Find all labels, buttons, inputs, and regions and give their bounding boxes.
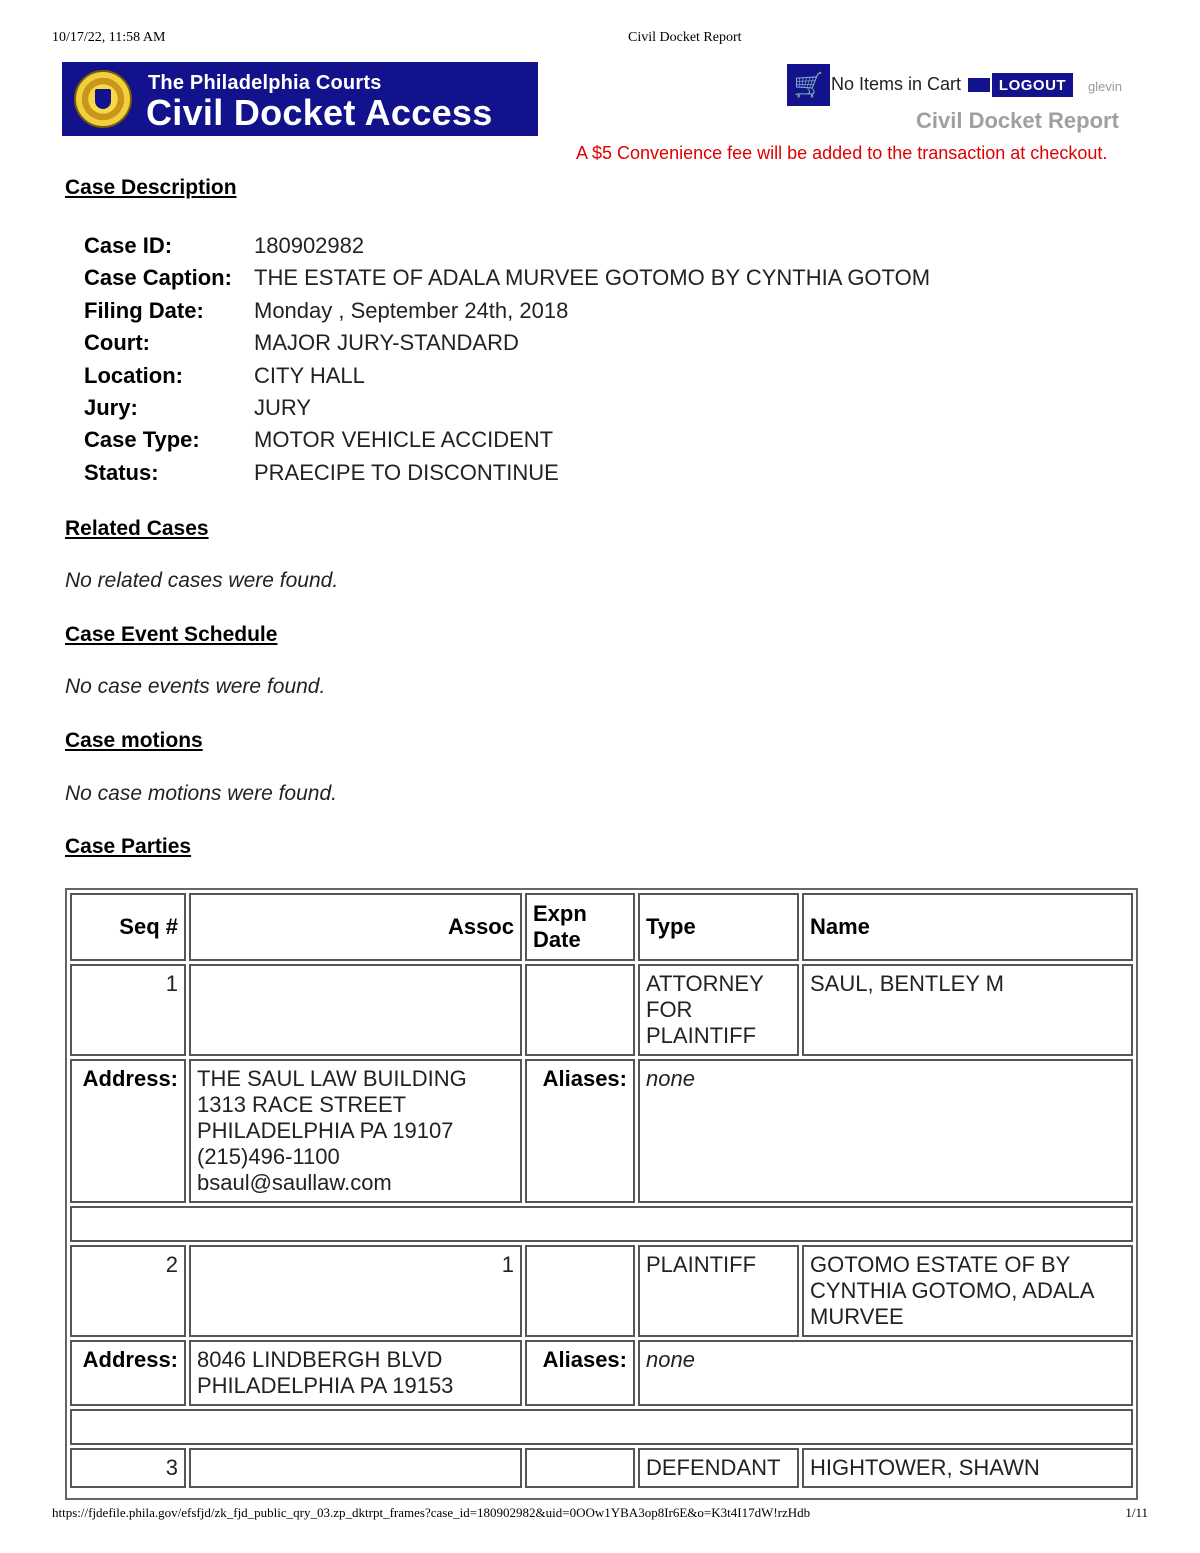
table-header-row xyxy=(70,893,1133,961)
address-line: PHILADELPHIA PA 19107 xyxy=(197,1118,454,1143)
party-row xyxy=(70,1245,1133,1337)
party-name: HIGHTOWER, SHAWN xyxy=(802,1448,1133,1488)
column-header-type: Type xyxy=(638,893,799,961)
party-seq: 1 xyxy=(70,964,186,1056)
party-aliases: none xyxy=(638,1340,1133,1406)
column-header-assoc: Assoc xyxy=(189,893,522,961)
case-parties-table xyxy=(65,888,1138,1500)
report-title: Civil Docket Report xyxy=(916,108,1119,133)
party-address xyxy=(189,1059,522,1203)
separator-cell xyxy=(70,1409,1133,1445)
cart-icon: 🛒 xyxy=(793,71,824,99)
party-separator-row xyxy=(70,1206,1133,1242)
case-field-label: Location: xyxy=(84,362,183,388)
party-seq: 3 xyxy=(70,1448,186,1488)
parties-body xyxy=(70,964,1133,1488)
party-expn-date xyxy=(525,964,635,1056)
case-field-label: Court: xyxy=(84,330,150,356)
address-label: Address: xyxy=(70,1340,186,1406)
aliases-label: Aliases: xyxy=(525,1340,635,1406)
case-field-value: MAJOR JURY-STANDARD xyxy=(254,330,519,356)
party-row xyxy=(70,964,1133,1056)
case-description-heading: Case Description xyxy=(65,176,237,199)
party-separator-row xyxy=(70,1409,1133,1445)
event-schedule-message: No case events were found. xyxy=(65,675,326,698)
address-line: 8046 LINDBERGH BLVD xyxy=(197,1347,443,1372)
case-field-label: Jury: xyxy=(84,395,138,420)
banner-title: Civil Docket Access xyxy=(146,92,493,133)
party-assoc xyxy=(189,1448,522,1488)
address-line: PHILADELPHIA PA 19153 xyxy=(197,1373,454,1398)
party-expn-date xyxy=(525,1245,635,1337)
party-expn-date xyxy=(525,1448,635,1488)
logout-button[interactable]: LOGOUT xyxy=(992,73,1073,97)
cart-status: No Items in Cart xyxy=(831,74,962,94)
fee-notice: A $5 Convenience fee will be added to the transaction at checkout. xyxy=(576,143,1108,163)
column-header-name: Name xyxy=(802,893,1133,961)
case-field-label: Status: xyxy=(84,459,159,485)
party-type: PLAINTIFF xyxy=(638,1245,799,1337)
print-url: https://fjdefile.phila.gov/efsfjd/zk_fjd_public_qry_03.zp_dktrpt_frames?case_id=180902982&uid=0OOw1YBA3op8Ir6E&o=K3t4I17dW!rzHdb xyxy=(52,1505,811,1520)
separator-cell xyxy=(70,1206,1133,1242)
case-field-label: Case Caption: xyxy=(84,265,232,291)
username-link[interactable]: glevin xyxy=(1088,79,1122,94)
party-assoc: 1 xyxy=(189,1245,522,1337)
motions-message: No case motions were found. xyxy=(65,782,337,805)
case-field-value: 180902982 xyxy=(254,233,365,258)
address-line: (215)496-1100 xyxy=(197,1144,340,1169)
print-title: Civil Docket Report xyxy=(628,30,742,45)
related-cases-message: No related cases were found. xyxy=(65,569,339,592)
case-field-value: PRAECIPE TO DISCONTINUE xyxy=(254,459,559,485)
case-field-value: CITY HALL xyxy=(254,362,365,388)
party-seq: 2 xyxy=(70,1245,186,1337)
address-line: bsaul@saullaw.com xyxy=(197,1170,392,1195)
party-name: GOTOMO ESTATE OF BY CYNTHIA GOTOMO, ADALA MURVEE xyxy=(802,1245,1133,1337)
case-field-value: MOTOR VEHICLE ACCIDENT xyxy=(254,427,554,453)
party-row xyxy=(70,1448,1133,1488)
party-address-row xyxy=(70,1340,1133,1406)
print-date: 10/17/22, 11:58 AM xyxy=(52,30,166,45)
aliases-label: Aliases: xyxy=(525,1059,635,1203)
site-banner[interactable] xyxy=(62,62,538,136)
address-label: Address: xyxy=(70,1059,186,1203)
divider xyxy=(968,78,990,92)
address-line: 1313 RACE STREET xyxy=(197,1092,407,1117)
case-field-value: JURY xyxy=(254,395,312,420)
related-cases-heading: Related Cases xyxy=(65,517,209,540)
address-line: THE SAUL LAW BUILDING xyxy=(197,1066,467,1091)
party-address-row xyxy=(70,1059,1133,1203)
party-name: SAUL, BENTLEY M xyxy=(802,964,1133,1056)
case-parties-heading: Case Parties xyxy=(65,835,192,858)
party-aliases: none xyxy=(638,1059,1133,1203)
case-field-label: Filing Date: xyxy=(84,297,204,323)
case-field-value: THE ESTATE OF ADALA MURVEE GOTOMO BY CYNTHIA GOTOM xyxy=(254,265,931,291)
case-field-label: Case Type: xyxy=(84,427,200,453)
event-schedule-heading: Case Event Schedule xyxy=(65,623,278,646)
case-field-value: Monday , September 24th, 2018 xyxy=(254,297,569,323)
print-page-number: 1/11 xyxy=(1125,1505,1148,1520)
cart-button[interactable] xyxy=(787,64,830,106)
column-header-expn-date: Expn Date xyxy=(525,893,635,961)
case-field-label: Case ID: xyxy=(84,233,173,258)
column-header-seq: Seq # xyxy=(70,893,186,961)
court-seal-icon xyxy=(74,70,132,128)
party-type: ATTORNEY FOR PLAINTIFF xyxy=(638,964,799,1056)
party-address xyxy=(189,1340,522,1406)
banner-subtitle: The Philadelphia Courts xyxy=(148,72,382,94)
party-type: DEFENDANT xyxy=(638,1448,799,1488)
party-assoc xyxy=(189,964,522,1056)
motions-heading: Case motions xyxy=(65,729,203,752)
